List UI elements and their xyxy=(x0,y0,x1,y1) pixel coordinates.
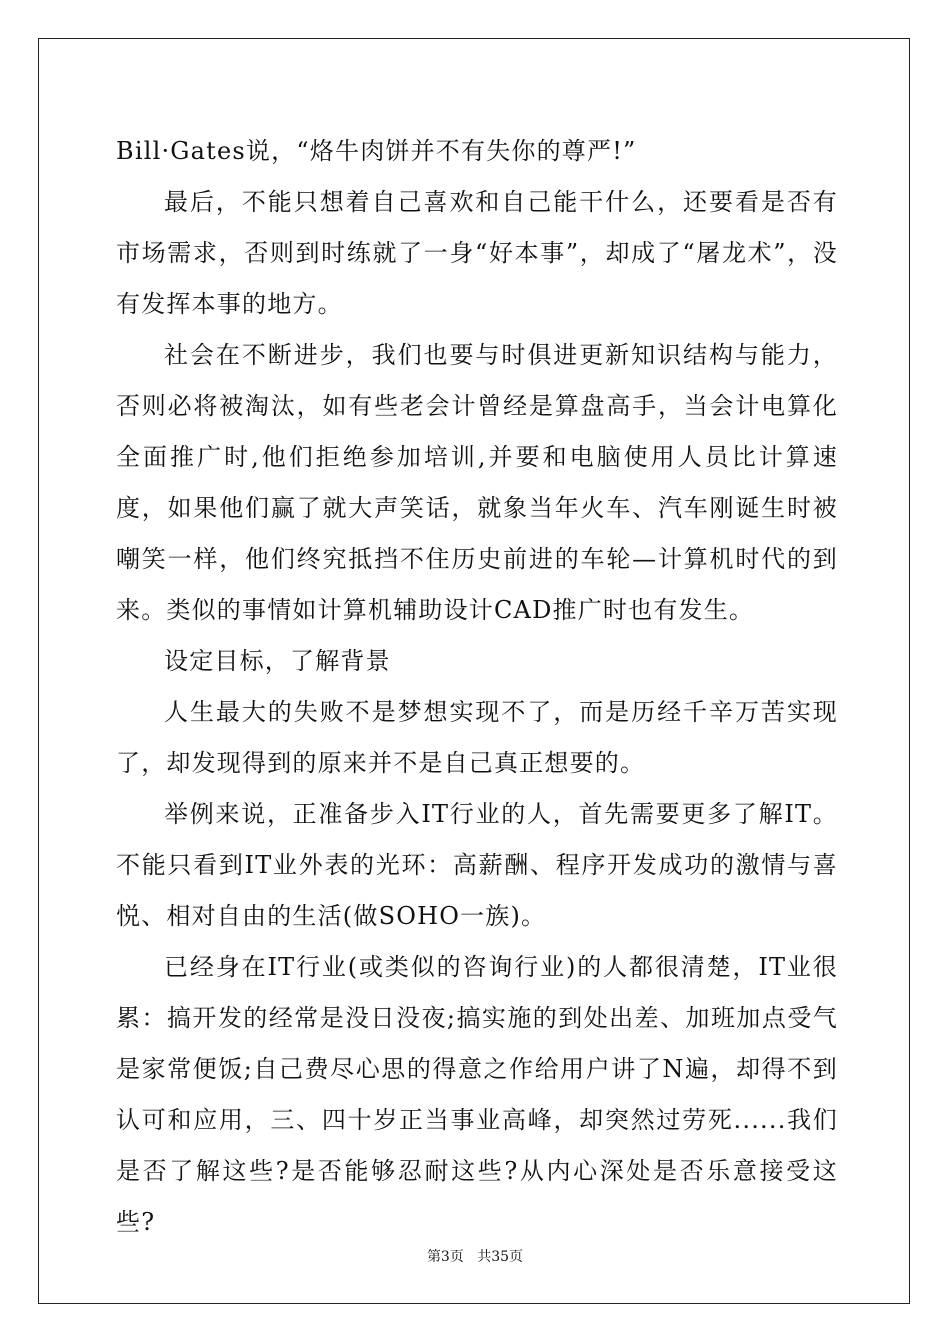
paragraph-2: 最后，不能只想着自己喜欢和自己能干什么，还要看是否有市场需求，否则到时练就了一身“好本事”，却成了“屠龙术”，没有发挥本事的地方。 xyxy=(116,188,838,318)
page-footer xyxy=(0,1246,950,1266)
document-body xyxy=(116,126,838,1248)
page-total: 共35页 xyxy=(477,1249,524,1265)
paragraph-7: 已经身在IT行业(或类似的咨询行业)的人都很清楚，IT业很累：搞开发的经常是没日没夜;搞实施的到处出差、加班加点受气是家常便饭;自己费尽心思的得意之作给用户讲了N遍，却得不到认可和应用，三、四十岁正当事业高峰，却突然过劳死......我们是否了解这些?是否能够忍耐这些?从内心深处是否乐意接受这些? xyxy=(116,953,838,1236)
paragraph-3: 社会在不断进步，我们也要与时俱进更新知识结构与能力，否则必将被淘汰，如有些老会计曾经是算盘高手，当会计电算化全面推广时,他们拒绝参加培训,并要和电脑使用人员比计算速度，如果他们赢了就大声笑话，就象当年火车、汽车刚诞生时被嘲笑一样，他们终究抵挡不住历史前进的车轮—计算机时代的到来。类似的事情如计算机辅助设计CAD推广时也有发生。 xyxy=(116,341,838,624)
section-heading: 设定目标，了解背景 xyxy=(164,647,391,675)
paragraph-6: 举例来说，正准备步入IT行业的人，首先需要更多了解IT。不能只看到IT业外表的光环：高薪酬、程序开发成功的激情与喜悦、相对自由的生活(做SOHO一族)。 xyxy=(116,800,838,930)
paragraph-1: Bill·Gates说，“烙牛肉饼并不有失你的尊严!” xyxy=(116,137,637,165)
page-number: 第3页 xyxy=(426,1249,464,1265)
paragraph-5: 人生最大的失败不是梦想实现不了，而是历经千辛万苦实现了，却发现得到的原来并不是自己真正想要的。 xyxy=(116,698,838,777)
